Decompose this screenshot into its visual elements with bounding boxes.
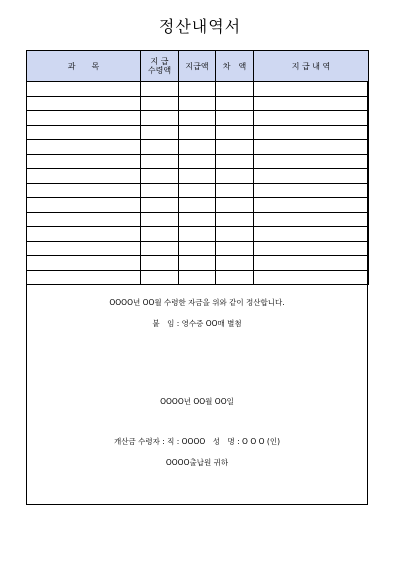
header-payment-details: 지 급 내 역	[254, 51, 369, 82]
table-row	[27, 154, 369, 169]
table-cell	[27, 154, 141, 169]
table-cell	[141, 82, 179, 97]
table-cell	[27, 212, 141, 227]
statement-area	[26, 258, 368, 505]
table-row	[27, 198, 369, 213]
table-cell	[179, 111, 216, 126]
table-cell	[254, 169, 369, 184]
header-difference: 차 액	[216, 51, 254, 82]
table-cell	[179, 169, 216, 184]
table-cell	[216, 140, 254, 155]
table-row	[27, 169, 369, 184]
table-cell	[254, 96, 369, 111]
table-cell	[254, 111, 369, 126]
table-cell	[27, 198, 141, 213]
table-cell	[141, 111, 179, 126]
table-cell	[254, 82, 369, 97]
table-cell	[216, 154, 254, 169]
table-cell	[27, 227, 141, 242]
table-row	[27, 183, 369, 198]
table-cell	[254, 140, 369, 155]
table-row	[27, 241, 369, 256]
table-cell	[216, 169, 254, 184]
table-cell	[179, 227, 216, 242]
table-cell	[179, 125, 216, 140]
table-header-row	[27, 51, 369, 82]
table-cell	[179, 241, 216, 256]
table-cell	[254, 227, 369, 242]
table-cell	[141, 212, 179, 227]
attachment-text: 붙 임 : 영수증 OO매 별첨	[152, 319, 242, 328]
table-cell	[27, 241, 141, 256]
table-cell	[141, 96, 179, 111]
table-row	[27, 227, 369, 242]
table-row	[27, 140, 369, 155]
table-cell	[216, 183, 254, 198]
page-title: 정산내역서	[158, 17, 242, 36]
table-cell	[254, 212, 369, 227]
table-cell	[254, 183, 369, 198]
table-cell	[179, 140, 216, 155]
table-cell	[141, 227, 179, 242]
table-cell	[254, 198, 369, 213]
table-row	[27, 96, 369, 111]
date-text: OOOO년 OO월 OO일	[160, 397, 234, 406]
table-cell	[179, 96, 216, 111]
header-paid-amount: 지급액	[179, 51, 216, 82]
table-body	[27, 82, 369, 285]
table-cell	[27, 183, 141, 198]
table-row	[27, 212, 369, 227]
table-cell	[216, 198, 254, 213]
table-cell	[27, 82, 141, 97]
table-cell	[141, 125, 179, 140]
table-cell	[141, 154, 179, 169]
table-cell	[179, 212, 216, 227]
table-cell	[216, 241, 254, 256]
table-cell	[141, 198, 179, 213]
table-row	[27, 111, 369, 126]
table-cell	[141, 169, 179, 184]
table-row	[27, 125, 369, 140]
table-cell	[179, 82, 216, 97]
table-cell	[216, 125, 254, 140]
table-cell	[254, 241, 369, 256]
statement-text: OOOO년 OO월 수령한 자금을 위와 같이 정산합니다.	[109, 298, 285, 307]
table-cell	[141, 140, 179, 155]
table-cell	[254, 154, 369, 169]
table-cell	[216, 212, 254, 227]
table-cell	[179, 198, 216, 213]
table-cell	[27, 140, 141, 155]
table-cell	[216, 96, 254, 111]
header-subject: 과 목	[27, 51, 141, 82]
table-cell	[216, 227, 254, 242]
table-cell	[27, 125, 141, 140]
table-cell	[141, 241, 179, 256]
table-cell	[216, 111, 254, 126]
table-cell	[27, 111, 141, 126]
table-cell	[27, 96, 141, 111]
table-cell	[27, 169, 141, 184]
signer-text: 개산금 수령자 : 직 : OOOO 성 명 : O O O (인)	[113, 437, 281, 446]
table-cell	[254, 125, 369, 140]
table-cell	[179, 183, 216, 198]
table-cell	[216, 82, 254, 97]
table-cell	[179, 154, 216, 169]
table-cell	[141, 183, 179, 198]
settlement-table	[26, 50, 369, 285]
header-received-amount: 지 급 수령액	[141, 51, 179, 82]
table-row	[27, 82, 369, 97]
recipient-text: OOOO출납원 귀하	[165, 458, 229, 467]
